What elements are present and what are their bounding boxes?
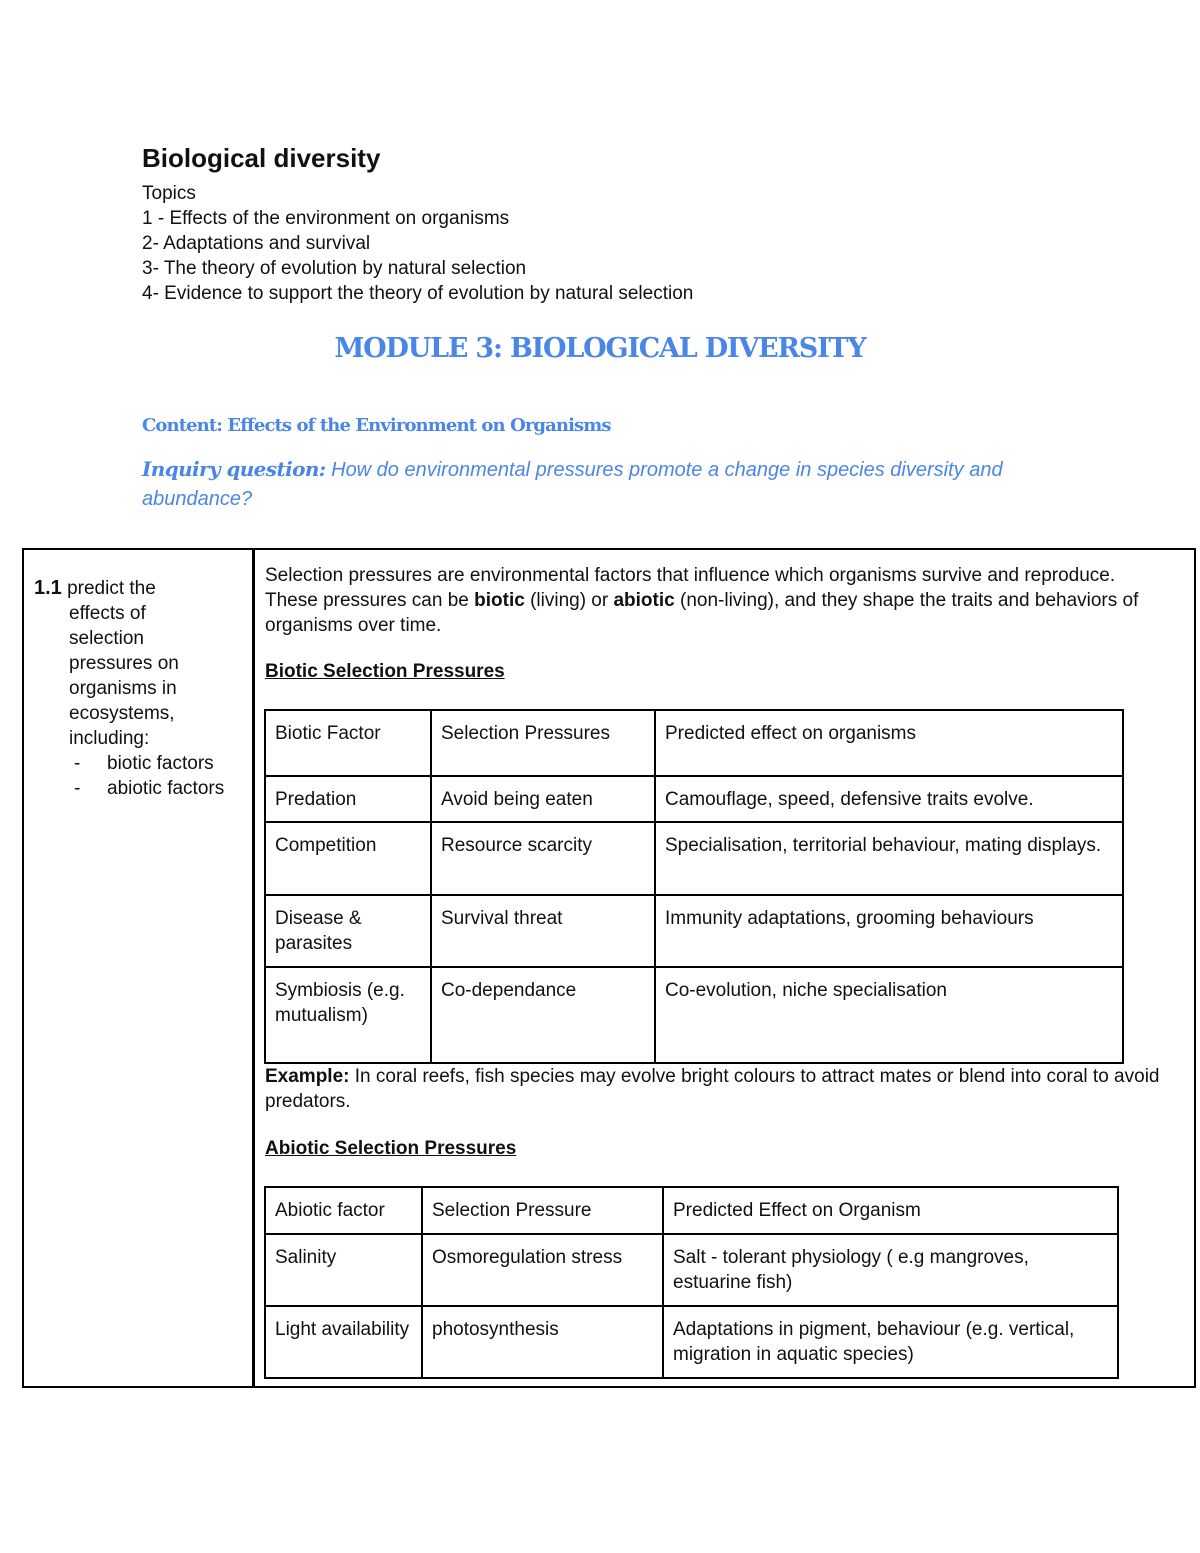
topic-item: 2- Adaptations and survival [142, 233, 371, 254]
table-cell: Light availability [265, 1306, 422, 1378]
table-cell: Salt - tolerant physiology ( e.g mangroves, estuarine fish) [663, 1234, 1118, 1306]
table-cell: Osmoregulation stress [422, 1234, 663, 1306]
outcome-line: predict the [67, 578, 156, 599]
table-header-row [265, 710, 1123, 776]
header-cell: Biotic Factor [265, 710, 431, 776]
bullet-text: biotic factors [107, 753, 214, 774]
table-row [265, 822, 1123, 895]
document-title: Biological diversity [142, 143, 381, 173]
bullet-item [34, 776, 244, 801]
table-cell: Immunity adaptations, grooming behaviours [655, 895, 1123, 967]
example-paragraph [265, 1064, 1165, 1114]
topic-item: 3- The theory of evolution by natural selection [142, 258, 527, 279]
outcome-cell [34, 576, 244, 801]
bullet-item [34, 751, 244, 776]
table-row [265, 895, 1123, 967]
intro-text: Selection pressures are environmental factors that influence which organisms survive and reproduce. These pressures can be [265, 565, 1116, 611]
column-divider [252, 548, 255, 1388]
outcome-line: ecosystems, [69, 703, 175, 724]
example-text: In coral reefs, fish species may evolve bright colours to attract mates or blend into coral to avoid predators. [265, 1066, 1160, 1112]
module-heading: MODULE 3: BIOLOGICAL DIVERSITY [334, 333, 866, 364]
intro-text: (living) or [524, 590, 614, 611]
header-cell: Abiotic factor [265, 1187, 422, 1234]
topics-label: Topics [142, 183, 196, 204]
bullet-marker: - [74, 753, 81, 774]
abiotic-term: abiotic [613, 590, 675, 611]
table-header-row [265, 1187, 1118, 1234]
bullet-marker: - [74, 778, 81, 799]
abiotic-table [264, 1186, 1119, 1379]
inquiry-label: Inquiry question: [142, 457, 326, 481]
table-cell: Predation [265, 776, 431, 822]
biotic-table [264, 709, 1124, 1064]
table-cell: Camouflage, speed, defensive traits evolve. [655, 776, 1123, 822]
content-heading: Content: Effects of the Environment on Organisms [142, 415, 611, 436]
table-cell: Adaptations in pigment, behaviour (e.g. vertical, migration in aquatic species) [663, 1306, 1118, 1378]
header-cell: Predicted effect on organisms [655, 710, 1123, 776]
table-cell: Co-evolution, niche specialisation [655, 967, 1123, 1063]
inquiry-question [142, 455, 1072, 514]
topics-list [142, 181, 693, 306]
outcome-line: including: [69, 728, 150, 749]
table-row [265, 967, 1123, 1063]
bullet-text: abiotic factors [107, 778, 225, 799]
table-cell: Salinity [265, 1234, 422, 1306]
topic-item: 4- Evidence to support the theory of evolution by natural selection [142, 283, 694, 304]
table-cell: Disease & parasites [265, 895, 431, 967]
outcome-number: 1.1 [34, 577, 62, 599]
outcome-line: organisms in [69, 678, 177, 699]
header-cell: Selection Pressure [422, 1187, 663, 1234]
abiotic-heading: Abiotic Selection Pressures [265, 1138, 517, 1159]
biotic-heading: Biotic Selection Pressures [265, 661, 505, 682]
table-row [265, 1234, 1118, 1306]
outcome-line: selection [69, 628, 144, 649]
table-cell: Competition [265, 822, 431, 895]
topic-item: 1 - Effects of the environment on organisms [142, 208, 510, 229]
table-cell: photosynthesis [422, 1306, 663, 1378]
table-cell: Survival threat [431, 895, 655, 967]
inquiry-text: How do environmental pressures promote a change in species diversity and abundance? [142, 459, 1003, 510]
table-cell: Resource scarcity [431, 822, 655, 895]
table-cell: Avoid being eaten [431, 776, 655, 822]
outcome-line: effects of [69, 603, 146, 624]
biotic-term: biotic [474, 590, 525, 611]
header-cell: Predicted Effect on Organism [663, 1187, 1118, 1234]
intro-text: (non-living), and they shape the traits and behaviors of organisms over time. [265, 590, 1139, 636]
table-cell: Co-dependance [431, 967, 655, 1063]
table-cell: Symbiosis (e.g. mutualism) [265, 967, 431, 1063]
example-label: Example: [265, 1066, 350, 1087]
outcome-line: pressures on [69, 653, 179, 674]
table-row [265, 1306, 1118, 1378]
header-cell: Selection Pressures [431, 710, 655, 776]
intro-paragraph [265, 563, 1165, 638]
table-row [265, 776, 1123, 822]
table-cell: Specialisation, territorial behaviour, mating displays. [655, 822, 1123, 895]
